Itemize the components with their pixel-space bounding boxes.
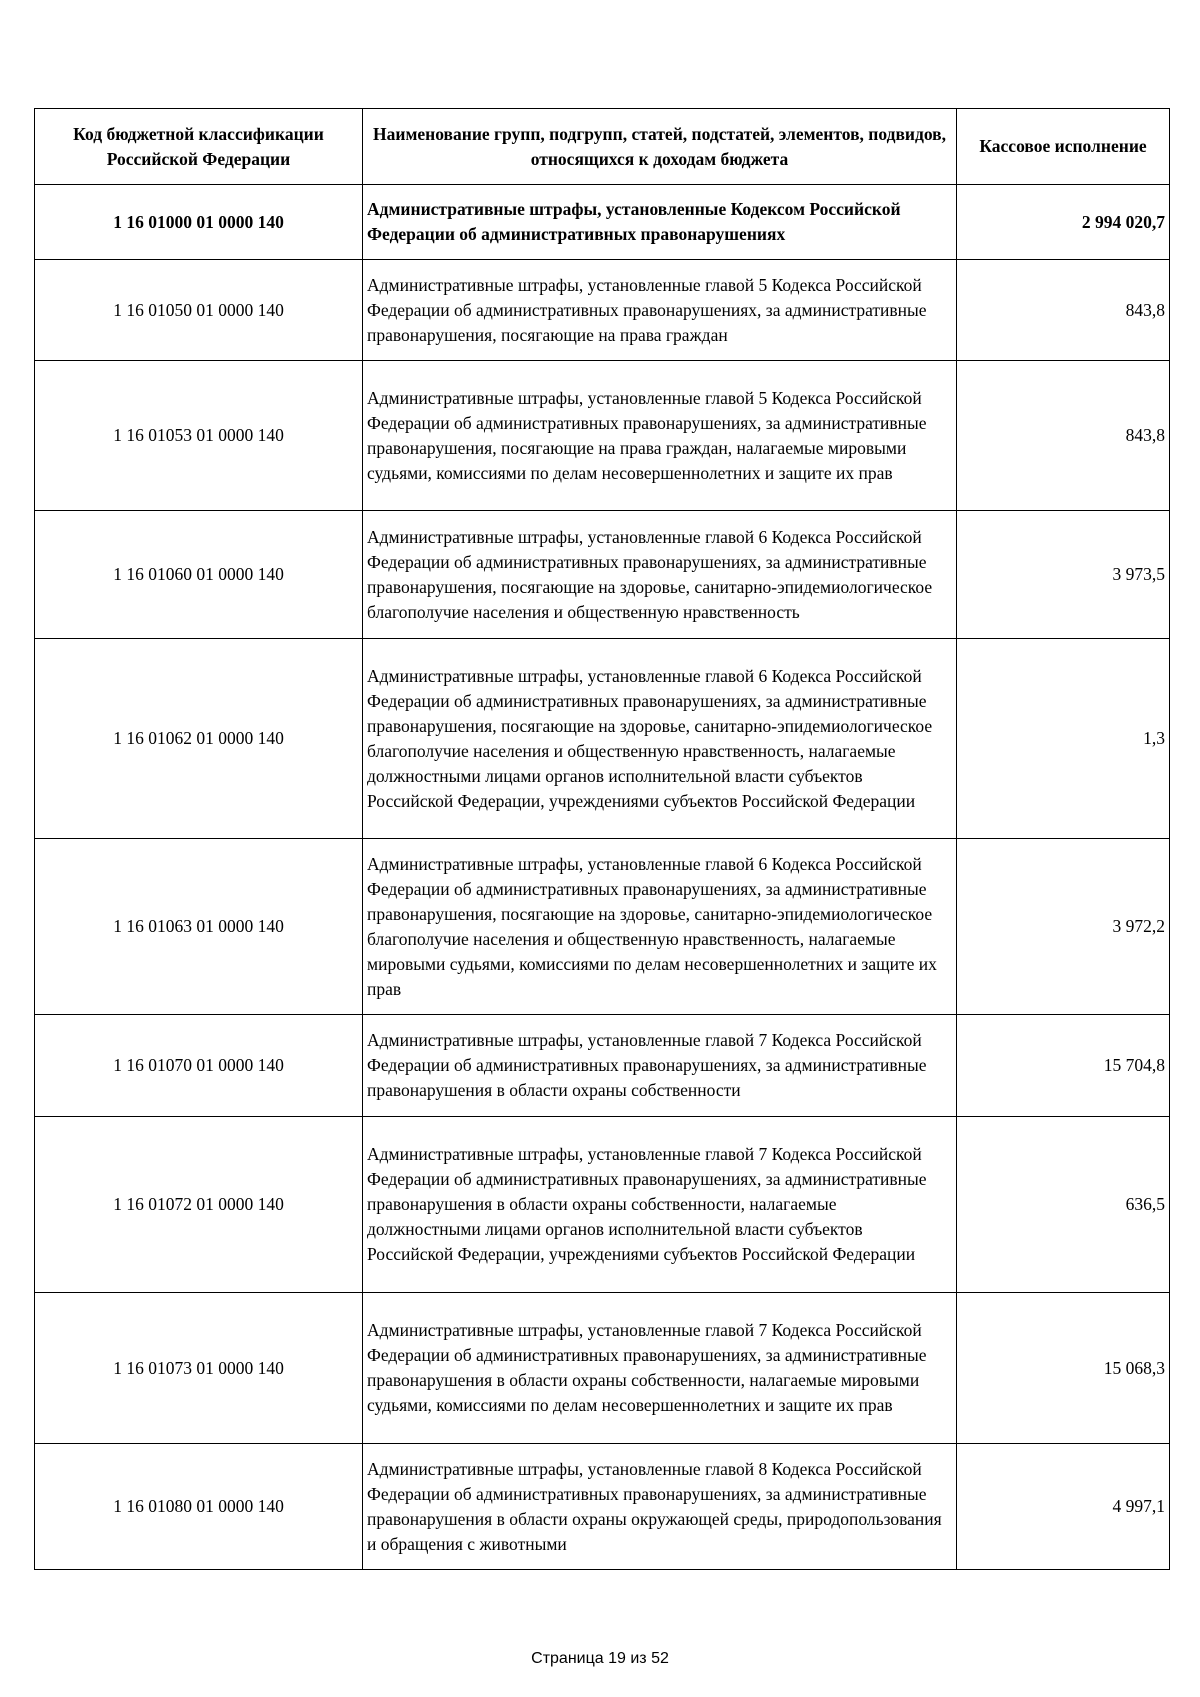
- row-code: 1 16 01080 01 0000 140: [35, 1444, 363, 1570]
- row-name: Административные штрафы, установленные главой 5 Кодекса Российской Федерации об административных правонарушениях, за административные правонарушения, посягающие на права граждан, налагаемые мировыми судьями, комиссиями по делам несовершеннолетних и защите их прав: [363, 361, 957, 511]
- row-amount: 843,8: [957, 361, 1170, 511]
- row-name: Административные штрафы, установленные главой 7 Кодекса Российской Федерации об административных правонарушениях, за административные правонарушения в области охраны собственности, налагаемые должностными лицами органов исполнительной власти субъектов Российской Федерации, учреждениями субъектов Российской Федерации: [363, 1117, 957, 1293]
- row-amount: 1,3: [957, 639, 1170, 839]
- row-amount: 15 704,8: [957, 1015, 1170, 1117]
- table-row: [35, 511, 1170, 639]
- row-amount: 4 997,1: [957, 1444, 1170, 1570]
- table-body: [35, 185, 1170, 1570]
- budget-table: [34, 108, 1170, 1570]
- row-name: Административные штрафы, установленные главой 5 Кодекса Российской Федерации об административных правонарушениях, за административные правонарушения, посягающие на права граждан: [363, 260, 957, 361]
- row-code: 1 16 01072 01 0000 140: [35, 1117, 363, 1293]
- table-row: [35, 260, 1170, 361]
- row-code: 1 16 01050 01 0000 140: [35, 260, 363, 361]
- table-row: [35, 839, 1170, 1015]
- table-row: [35, 1117, 1170, 1293]
- row-name: Административные штрафы, установленные главой 8 Кодекса Российской Федерации об административных правонарушениях, за административные правонарушения в области охраны окружающей среды, природопользования и обращения с животными: [363, 1444, 957, 1570]
- row-name: Административные штрафы, установленные главой 7 Кодекса Российской Федерации об административных правонарушениях, за административные правонарушения в области охраны собственности: [363, 1015, 957, 1117]
- row-name: Административные штрафы, установленные главой 7 Кодекса Российской Федерации об административных правонарушениях, за административные правонарушения в области охраны собственности, налагаемые мировыми судьями, комиссиями по делам несовершеннолетних и защите их прав: [363, 1293, 957, 1444]
- row-code: 1 16 01070 01 0000 140: [35, 1015, 363, 1117]
- row-name: Административные штрафы, установленные Кодексом Российской Федерации об административных правонарушениях: [363, 185, 957, 260]
- row-code: 1 16 01062 01 0000 140: [35, 639, 363, 839]
- row-amount: 3 973,5: [957, 511, 1170, 639]
- table-row: [35, 1293, 1170, 1444]
- table-header-row: [35, 109, 1170, 185]
- row-amount: 3 972,2: [957, 839, 1170, 1015]
- page-number: Страница 19 из 52: [531, 1650, 669, 1667]
- row-amount: 2 994 020,7: [957, 185, 1170, 260]
- row-name: Административные штрафы, установленные главой 6 Кодекса Российской Федерации об административных правонарушениях, за административные правонарушения, посягающие на здоровье, санитарно-эпидемиологическое благополучие населения и общественную нравственность, налагаемые мировыми судьями, комиссиями по делам несовершеннолетних и защите их прав: [363, 839, 957, 1015]
- row-code: 1 16 01060 01 0000 140: [35, 511, 363, 639]
- table-row: [35, 361, 1170, 511]
- row-code: 1 16 01053 01 0000 140: [35, 361, 363, 511]
- row-amount: 843,8: [957, 260, 1170, 361]
- row-code: 1 16 01000 01 0000 140: [35, 185, 363, 260]
- table-row: [35, 639, 1170, 839]
- header-code: Код бюджетной классификации Российской Федерации: [35, 109, 363, 185]
- table-row: [35, 1015, 1170, 1117]
- row-name: Административные штрафы, установленные главой 6 Кодекса Российской Федерации об административных правонарушениях, за административные правонарушения, посягающие на здоровье, санитарно-эпидемиологическое благополучие населения и общественную нравственность, налагаемые должностными лицами органов исполнительной власти субъектов Российской Федерации, учреждениями субъектов Российской Федерации: [363, 639, 957, 839]
- row-code: 1 16 01073 01 0000 140: [35, 1293, 363, 1444]
- row-code: 1 16 01063 01 0000 140: [35, 839, 363, 1015]
- header-amount: Кассовое исполнение: [957, 109, 1170, 185]
- table-row: [35, 1444, 1170, 1570]
- header-name: Наименование групп, подгрупп, статей, подстатей, элементов, подвидов, относящихся к доходам бюджета: [363, 109, 957, 185]
- row-amount: 15 068,3: [957, 1293, 1170, 1444]
- table-row: [35, 185, 1170, 260]
- row-amount: 636,5: [957, 1117, 1170, 1293]
- row-name: Административные штрафы, установленные главой 6 Кодекса Российской Федерации об административных правонарушениях, за административные правонарушения, посягающие на здоровье, санитарно-эпидемиологическое благополучие населения и общественную нравственность: [363, 511, 957, 639]
